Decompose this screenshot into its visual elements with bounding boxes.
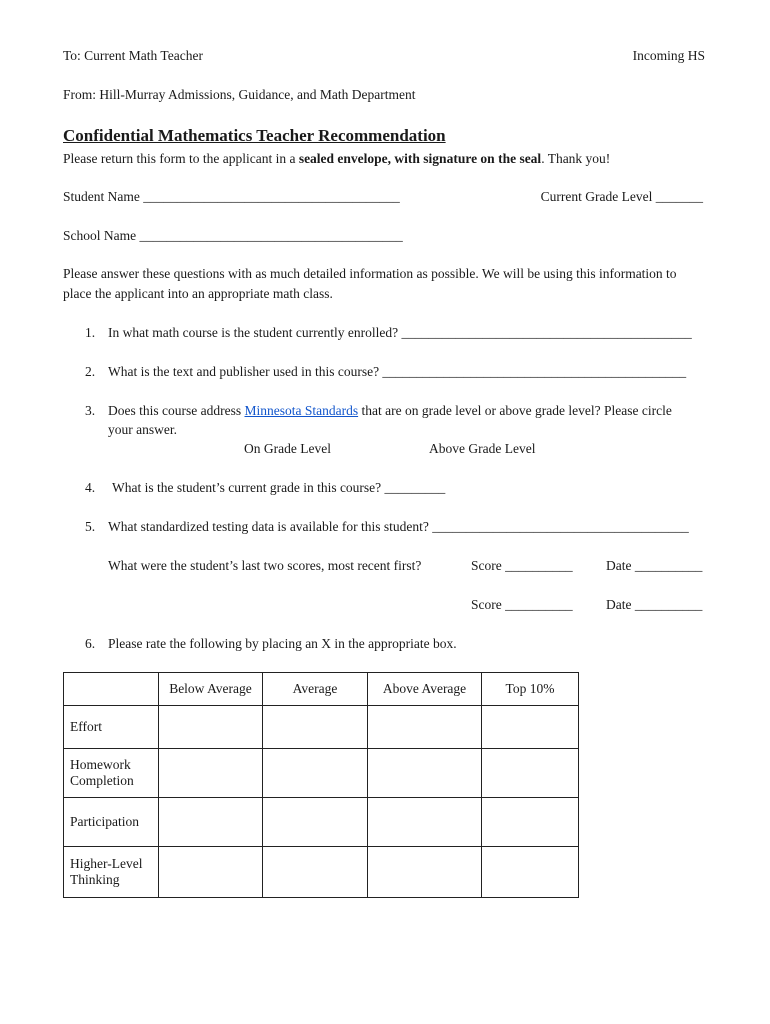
q1-number: 1. — [85, 325, 96, 340]
score-2-field[interactable]: Score __________ — [471, 597, 573, 612]
rating-cell[interactable] — [368, 749, 482, 798]
date-2-field[interactable]: Date __________ — [606, 597, 703, 612]
header-average: Average — [263, 673, 368, 706]
q3-text — [108, 403, 672, 419]
rating-cell[interactable] — [159, 706, 263, 749]
minnesota-standards-link[interactable]: Minnesota Standards — [244, 403, 359, 418]
instructions-suffix: . Thank you! — [541, 151, 611, 166]
q2-field[interactable]: What is the text and publisher used in this course? _____________________________________________ — [108, 364, 687, 379]
header-below-average: Below Average — [159, 673, 263, 706]
q6-text: Please rate the following by placing an X in the appropriate box. — [108, 636, 457, 651]
q2-number: 2. — [85, 364, 96, 379]
q1-field[interactable]: In what math course is the student currently enrolled? ___________________________________________ — [108, 325, 692, 340]
rating-row-higher-level — [64, 847, 579, 898]
rating-cell[interactable] — [368, 847, 482, 898]
rating-cell[interactable] — [482, 847, 579, 898]
rating-header-row — [64, 673, 579, 706]
grade-level-field[interactable]: Current Grade Level _______ — [540, 189, 703, 204]
school-name-field[interactable]: School Name _______________________________________ — [63, 228, 403, 243]
row-label-line1: Effort — [70, 719, 102, 734]
row-label — [64, 798, 159, 847]
q3-suffix: that are on grade level or above grade level? Please circle — [358, 403, 672, 418]
option-above-grade-level[interactable]: Above Grade Level — [429, 441, 536, 456]
page-title: Confidential Mathematics Teacher Recommendation — [63, 126, 446, 145]
q4-field[interactable]: What is the student’s current grade in this course? _________ — [112, 480, 446, 495]
rating-cell[interactable] — [159, 847, 263, 898]
rating-row-effort — [64, 706, 579, 749]
rating-cell[interactable] — [368, 706, 482, 749]
instructions-bold: sealed envelope, with signature on the seal — [298, 151, 542, 166]
row-label-line2: Thinking — [70, 872, 120, 887]
rating-cell[interactable] — [263, 706, 368, 749]
row-label-line1: Participation — [70, 814, 139, 829]
student-name-field[interactable]: Student Name ______________________________________ — [63, 189, 400, 204]
from-line: From: Hill-Murray Admissions, Guidance, and Math Department — [63, 87, 416, 102]
q6-number: 6. — [85, 636, 96, 651]
row-label — [64, 847, 159, 898]
return-instructions — [63, 151, 610, 167]
header-above-average: Above Average — [368, 673, 482, 706]
row-label-line2: Completion — [70, 773, 134, 788]
rating-cell[interactable] — [482, 706, 579, 749]
row-label — [64, 706, 159, 749]
rating-cell[interactable] — [482, 749, 579, 798]
q4-number: 4. — [85, 480, 96, 495]
row-label-line1: Homework — [70, 757, 131, 772]
q5-number: 5. — [85, 519, 96, 534]
rating-table — [63, 672, 579, 898]
intro-line-1: Please answer these questions with as much detailed information as possible. We will be using this information to — [63, 266, 677, 281]
score-1-field[interactable]: Score __________ — [471, 558, 573, 573]
rating-cell[interactable] — [482, 798, 579, 847]
date-1-field[interactable]: Date __________ — [606, 558, 703, 573]
rating-cell[interactable] — [159, 798, 263, 847]
q5-field[interactable]: What standardized testing data is available for this student? ______________________________________ — [108, 519, 689, 534]
to-line: To: Current Math Teacher — [63, 48, 203, 63]
rating-cell[interactable] — [263, 798, 368, 847]
rating-cell[interactable] — [368, 798, 482, 847]
instructions-prefix: Please return this form to the applicant in a — [63, 151, 299, 166]
q3-number: 3. — [85, 403, 96, 418]
header-cell-blank — [64, 673, 159, 706]
q3-line-2: your answer. — [108, 422, 177, 437]
option-on-grade-level[interactable]: On Grade Level — [244, 441, 331, 456]
row-label — [64, 749, 159, 798]
rating-row-homework — [64, 749, 579, 798]
rating-cell[interactable] — [263, 847, 368, 898]
q5-scores-prompt: What were the student’s last two scores, most recent first? — [108, 558, 422, 573]
incoming-label: Incoming HS — [632, 48, 705, 63]
q3-prefix: Does this course address — [108, 403, 245, 418]
row-label-line1: Higher-Level — [70, 856, 143, 871]
rating-row-participation — [64, 798, 579, 847]
intro-line-2: place the applicant into an appropriate math class. — [63, 286, 333, 301]
header-top-10: Top 10% — [482, 673, 579, 706]
rating-cell[interactable] — [159, 749, 263, 798]
rating-cell[interactable] — [263, 749, 368, 798]
